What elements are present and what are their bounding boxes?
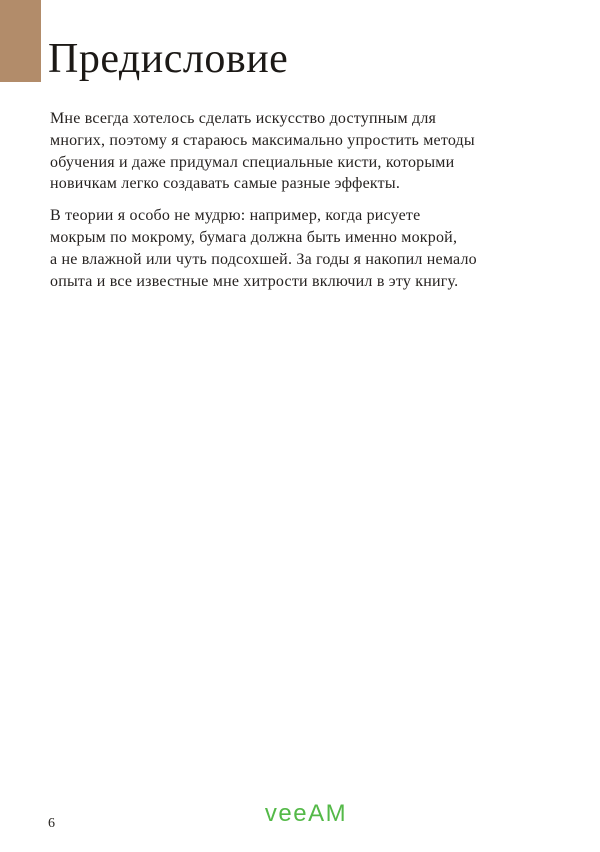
paragraph-line: новичкам легко создавать самые разные эффекты. (50, 175, 401, 193)
paragraph (50, 205, 520, 292)
paragraph-line: мокрым по мокрому, бумага должна быть именно мокрой, (50, 228, 458, 246)
page-number: 6 (48, 816, 55, 831)
paragraph-line: В теории я особо не мудрю: например, когда рисуете (50, 207, 421, 225)
paragraph-line: обучения и даже придумал специальные кисти, которыми (50, 153, 455, 171)
paragraph-line: а не влажной или чуть подсохшей. За годы я накопил немало (50, 250, 477, 268)
corner-accent-bar (0, 0, 41, 82)
paragraph (50, 108, 520, 195)
paragraph-line: Мне всегда хотелось сделать искусство доступным для (50, 110, 437, 127)
body-text (50, 108, 520, 302)
paragraph-line: опыта и все известные мне хитрости включил в эту книгу. (50, 272, 459, 290)
chapter-title: Предисловие (48, 36, 289, 82)
veeam-logo: veeAM (264, 800, 348, 827)
paragraph-line: многих, поэтому я стараюсь максимально упростить методы (50, 131, 475, 149)
